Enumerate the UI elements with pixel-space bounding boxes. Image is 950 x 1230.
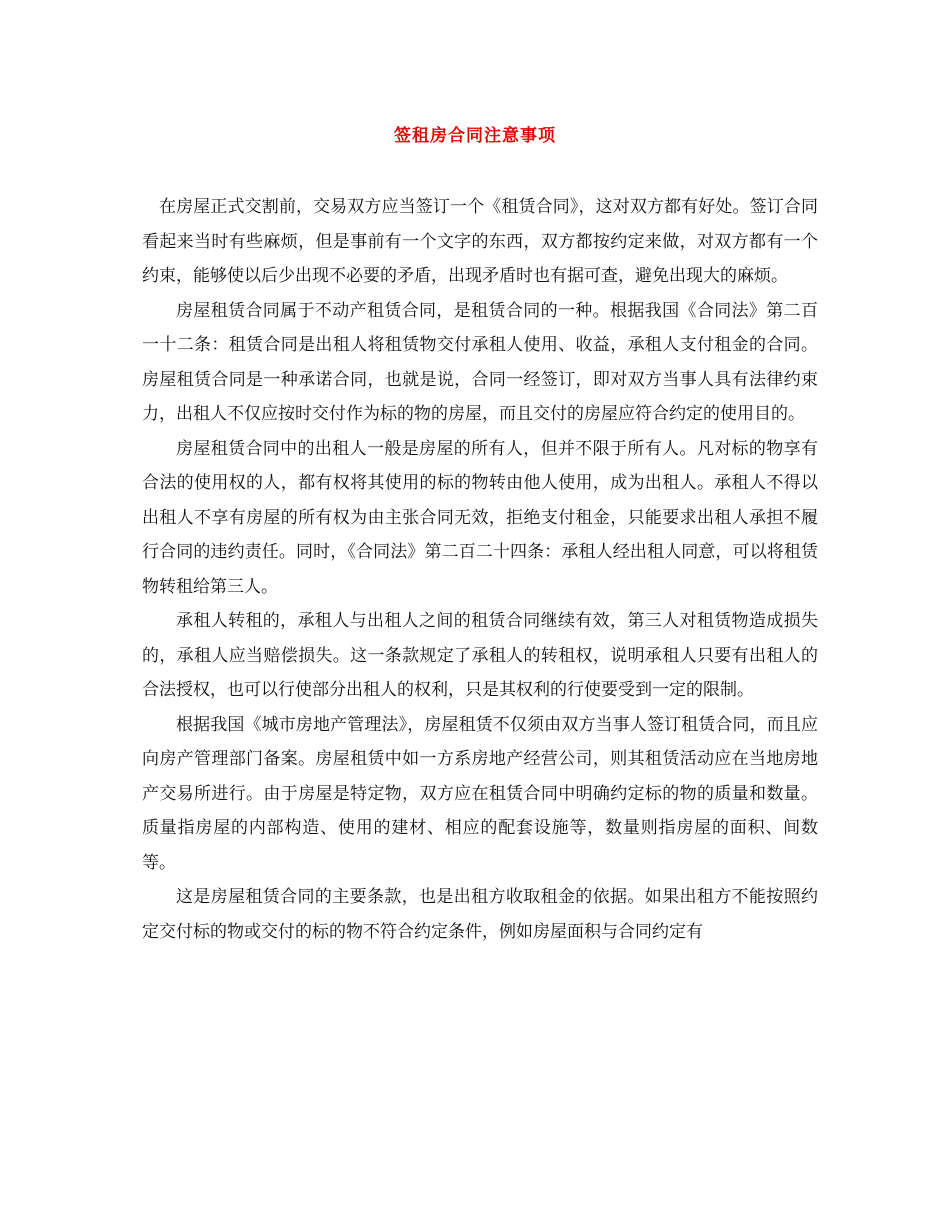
paragraph: 根据我国《城市房地产管理法》，房屋租赁不仅须由双方当事人签订租赁合同，而且应向房产管理部门备案。房屋租赁中如一方系房地产经营公司，则其租赁活动应在当地房地产交易所进行。由于房屋是特定物，双方应在租赁合同中明确约定标的物的质量和数量。质量指房屋的内部构造、使用的建材、相应的配套设施等，数量则指房屋的面积、间数等。 xyxy=(142,714,818,873)
paragraph: 承租人转租的，承租人与出租人之间的租赁合同继续有效，第三人对租赁物造成损失的，承租人应当赔偿损失。这一条款规定了承租人的转租权，说明承租人只要有出租人的合法授权，也可以行使部分出租人的权利，只是其权利的行使要受到一定的限制。 xyxy=(142,611,818,700)
document-title: 签租房合同注意事项 xyxy=(394,126,556,146)
paragraph: 房屋租赁合同属于不动产租赁合同，是租赁合同的一种。根据我国《合同法》第二百一十二条：租赁合同是出租人将租赁物交付承租人使用、收益，承租人支付租金的合同。房屋租赁合同是一种承诺合同，也就是说，合同一经签订，即对双方当事人具有法律约束力，出租人不仅应按时交付作为标的物的房屋，而且交付的房屋应符合约定的使用目的。 xyxy=(142,300,818,424)
paragraph: 房屋租赁合同中的出租人一般是房屋的所有人，但并不限于所有人。凡对标的物享有合法的使用权的人，都有权将其使用的标的物转由他人使用，成为出租人。承租人不得以出租人不享有房屋的所有权为由主张合同无效，拒绝支付租金，只能要求出租人承担不履行合同的违约责任。同时，《合同法》第二百二十四条：承租人经出租人同意，可以将租赁物转租给第三人。 xyxy=(142,438,818,597)
document-body xyxy=(142,190,818,949)
paragraph: 这是房屋租赁合同的主要条款，也是出租方收取租金的依据。如果出租方不能按照约定交付标的物或交付的标的物不符合约定条件，例如房屋面积与合同约定有 xyxy=(142,887,818,942)
paragraph: 在房屋正式交割前，交易双方应当签订一个《租赁合同》，这对双方都有好处。签订合同看起来当时有些麻烦，但是事前有一个文字的东西，双方都按约定来做，对双方都有一个约束，能够使以后少出现不必要的矛盾，出现矛盾时也有据可查，避免出现大的麻烦。 xyxy=(142,197,818,286)
